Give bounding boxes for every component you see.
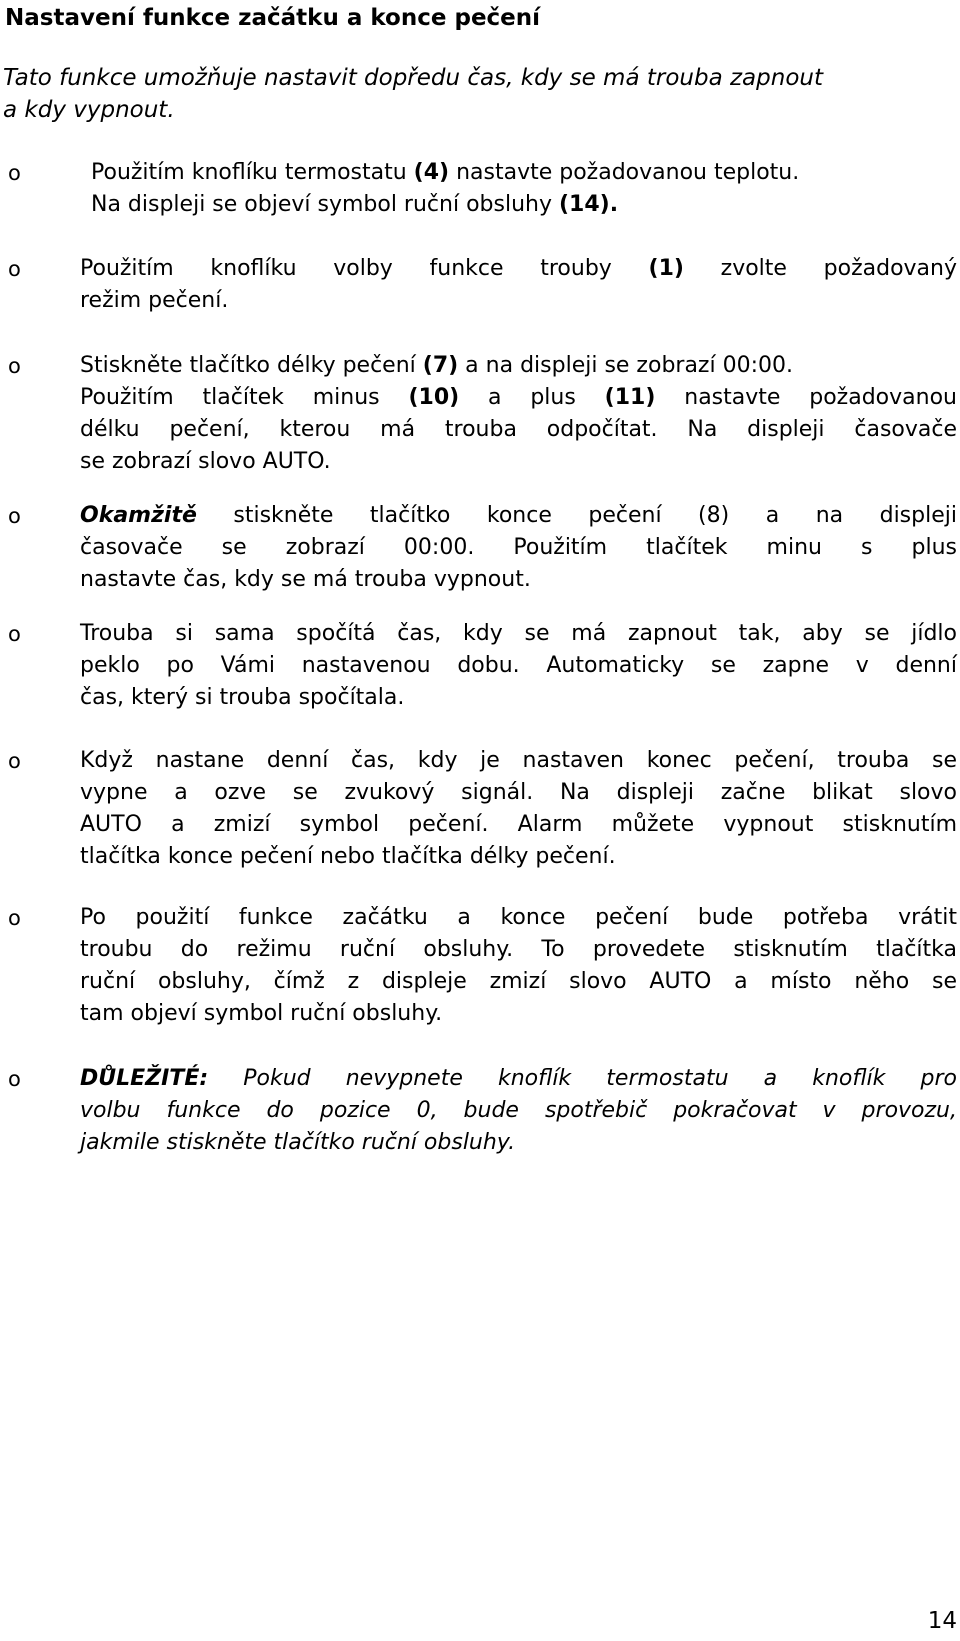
bullet-marker: o (8, 749, 21, 773)
text-run: peklo po Vámi nastavenou dobu. Automaticky se zapne v denní (80, 653, 957, 678)
text-run: časovače se zobrazí 00:00. Použitím tlačítek minu s plus (80, 535, 957, 560)
text-run: čas, který si trouba spočítala. (80, 685, 405, 710)
bullet-text (80, 500, 957, 596)
text-run: Použitím knoflíku termostatu (91, 160, 414, 185)
text-run: Stiskněte tlačítko délky pečení (80, 353, 423, 378)
bullet-marker: o (8, 622, 21, 646)
text-run: a na displeji se zobrazí 00:00. (458, 353, 793, 378)
text-run: režim pečení. (80, 288, 229, 313)
text-run: Trouba si sama spočítá čas, kdy se má zapnout tak, aby se jídlo (80, 621, 957, 646)
section-title: Nastavení funkce začátku a konce pečení (5, 5, 541, 31)
bullet-marker: o (8, 257, 21, 281)
text-run: nastavte požadovanou (655, 385, 957, 410)
bullet-text (80, 1063, 957, 1159)
intro-paragraph (3, 62, 953, 126)
reference-number: (10) (408, 385, 460, 410)
important-label: DŮLEŽITÉ: (80, 1066, 209, 1091)
emphasis-word: Okamžitě (80, 503, 197, 528)
bullet-marker: o (8, 906, 21, 930)
text-run: nastavte požadovanou teplotu. (449, 160, 800, 185)
page-number: 14 (927, 1608, 957, 1634)
reference-number: (14). (558, 192, 619, 217)
text-run: jakmile stiskněte tlačítko ruční obsluhy. (80, 1130, 516, 1155)
text-run: délku pečení, kterou má trouba odpočítat. Na displeji časovače (80, 417, 957, 442)
bullet-marker: o (8, 504, 21, 528)
text-run: a plus (459, 385, 605, 410)
text-run: troubu do režimu ruční obsluhy. To provedete stisknutím tlačítka (80, 937, 957, 962)
text-run: Použitím tlačítek minus (80, 385, 409, 410)
reference-number: (7) (422, 353, 459, 378)
text-run: vypne a ozve se zvukový signál. Na displeji začne blikat slovo (80, 780, 957, 805)
text-run: AUTO a zmizí symbol pečení. Alarm můžete vypnout stisknutím (80, 812, 957, 837)
reference-number: (11) (604, 385, 656, 410)
bullet-text (80, 618, 957, 714)
intro-line: Tato funkce umožňuje nastavit dopředu čas, kdy se má trouba zapnout (3, 65, 823, 91)
bullet-text (80, 902, 957, 1030)
text-run: tam objeví symbol ruční obsluhy. (80, 1001, 443, 1026)
bullet-text (80, 253, 957, 317)
text-run: Na displeji se objeví symbol ruční obsluhy (91, 192, 559, 217)
text-run: volbu funkce do pozice 0, bude spotřebič pokračovat v provozu, (80, 1098, 957, 1123)
text-run: Když nastane denní čas, kdy je nastaven konec pečení, trouba se (80, 748, 957, 773)
reference-number: (4) (413, 160, 450, 185)
text-run: stiskněte tlačítko konce pečení (8) a na displeji (196, 503, 957, 528)
bullet-text (91, 157, 957, 221)
text-run: Použitím knoflíku volby funkce trouby (80, 256, 649, 281)
text-run: Pokud nevypnete knoflík termostatu a knoflík pro (208, 1066, 957, 1091)
text-run: zvolte požadovaný (683, 256, 957, 281)
intro-line: a kdy vypnout. (3, 97, 175, 123)
bullet-text (80, 350, 957, 478)
reference-number: (1) (648, 256, 684, 281)
bullet-text (80, 745, 957, 873)
text-run: tlačítka konce pečení nebo tlačítka délky pečení. (80, 844, 616, 869)
bullet-marker: o (8, 1067, 21, 1091)
text-run: Po použití funkce začátku a konce pečení bude potřeba vrátit (80, 905, 957, 930)
text-run: ruční obsluhy, čímž z displeje zmizí slovo AUTO a místo něho se (80, 969, 957, 994)
text-run: se zobrazí slovo AUTO. (80, 449, 331, 474)
bullet-marker: o (8, 354, 21, 378)
text-run: nastavte čas, kdy se má trouba vypnout. (80, 567, 531, 592)
bullet-marker: o (8, 161, 21, 185)
